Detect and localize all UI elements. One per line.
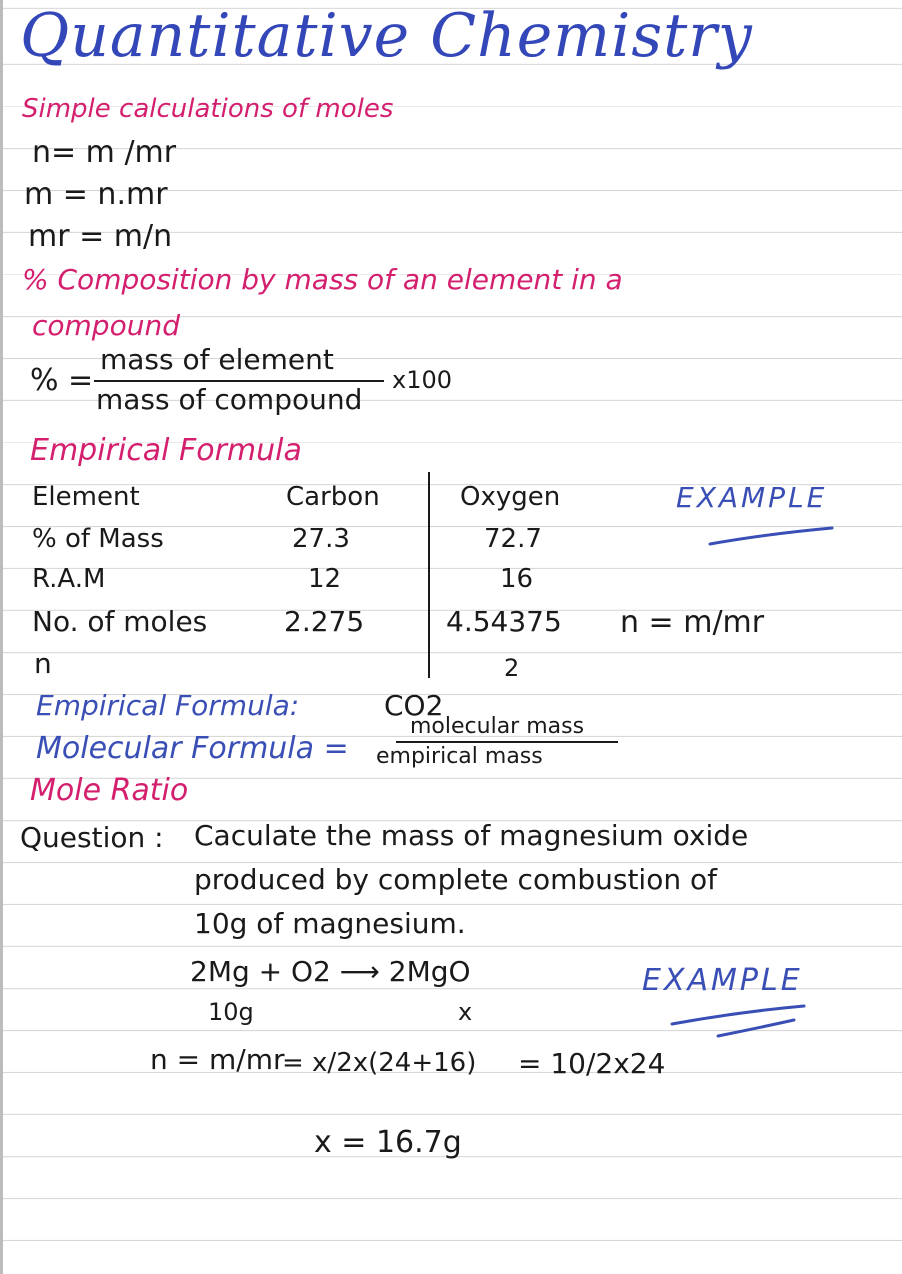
calc-mid: = x/2x(24+16) bbox=[282, 1048, 477, 1078]
example-underline-1 bbox=[706, 522, 846, 552]
table-row-ram-label: R.A.M bbox=[32, 564, 106, 594]
table-header-element: Element bbox=[32, 482, 140, 512]
composition-heading-line1: % Composition by mass of an element in a bbox=[22, 263, 623, 296]
table-row-n-label: n bbox=[34, 647, 52, 680]
table-row-moles-carbon: 2.275 bbox=[284, 605, 365, 638]
reaction-equation: 2Mg + O2 ⟶ 2MgO bbox=[190, 955, 471, 988]
table-row-moles-oxygen: 4.54375 bbox=[446, 605, 562, 638]
composition-fraction-bar bbox=[94, 380, 384, 382]
question-line2: produced by complete combustion of bbox=[194, 863, 717, 896]
moles-heading: Simple calculations of moles bbox=[22, 94, 394, 124]
composition-multiplier: x100 bbox=[392, 366, 453, 394]
example-label-2: EXAMPLE bbox=[642, 963, 803, 998]
composition-heading-line2: compound bbox=[32, 309, 180, 342]
example-label-1: EXAMPLE bbox=[676, 481, 828, 514]
mg-mass: 10g bbox=[208, 998, 254, 1026]
calc-rhs: = 10/2x24 bbox=[518, 1047, 666, 1080]
question-line1: Caculate the mass of magnesium oxide bbox=[194, 819, 749, 852]
mgo-mass: x bbox=[458, 998, 473, 1026]
question-line3: 10g of magnesium. bbox=[194, 907, 466, 940]
table-header-oxygen: Oxygen bbox=[460, 482, 561, 512]
empirical-result-label: Empirical Formula: bbox=[36, 689, 300, 722]
molecular-numerator: molecular mass bbox=[410, 714, 585, 739]
empirical-heading: Empirical Formula bbox=[30, 433, 302, 468]
empirical-result-value: CO2 bbox=[384, 689, 444, 722]
formula-mr: mr = m/n bbox=[28, 219, 173, 254]
table-row-mass-carbon: 27.3 bbox=[292, 524, 350, 554]
molecular-label: Molecular Formula = bbox=[36, 731, 349, 766]
page-title: Quantitative Chemistry bbox=[20, 1, 753, 71]
mole-ratio-heading: Mole Ratio bbox=[30, 773, 189, 808]
table-row-ram-oxygen: 16 bbox=[500, 564, 534, 594]
composition-numerator: mass of element bbox=[100, 343, 334, 376]
question-label: Question : bbox=[20, 821, 164, 854]
table-row-moles-label: No. of moles bbox=[32, 605, 208, 638]
table-row-mass-oxygen: 72.7 bbox=[484, 524, 542, 554]
example-underline-2 bbox=[668, 1000, 828, 1040]
formula-n: n= m /mr bbox=[32, 135, 177, 170]
molecular-fraction-bar bbox=[396, 741, 618, 743]
table-row-mass-label: % of Mass bbox=[32, 524, 164, 554]
answer: x = 16.7g bbox=[314, 1125, 462, 1160]
table-divider bbox=[428, 472, 430, 678]
composition-lhs: % = bbox=[30, 363, 94, 398]
table-row-n-oxygen: 2 bbox=[504, 654, 520, 682]
table-row-ram-carbon: 12 bbox=[308, 564, 342, 594]
molecular-denominator: empirical mass bbox=[376, 744, 543, 769]
calc-lhs: n = m/mr bbox=[150, 1043, 285, 1076]
composition-denominator: mass of compound bbox=[96, 383, 363, 416]
moles-note: n = m/mr bbox=[620, 605, 765, 640]
table-header-carbon: Carbon bbox=[286, 482, 380, 512]
formula-m: m = n.mr bbox=[24, 177, 168, 212]
